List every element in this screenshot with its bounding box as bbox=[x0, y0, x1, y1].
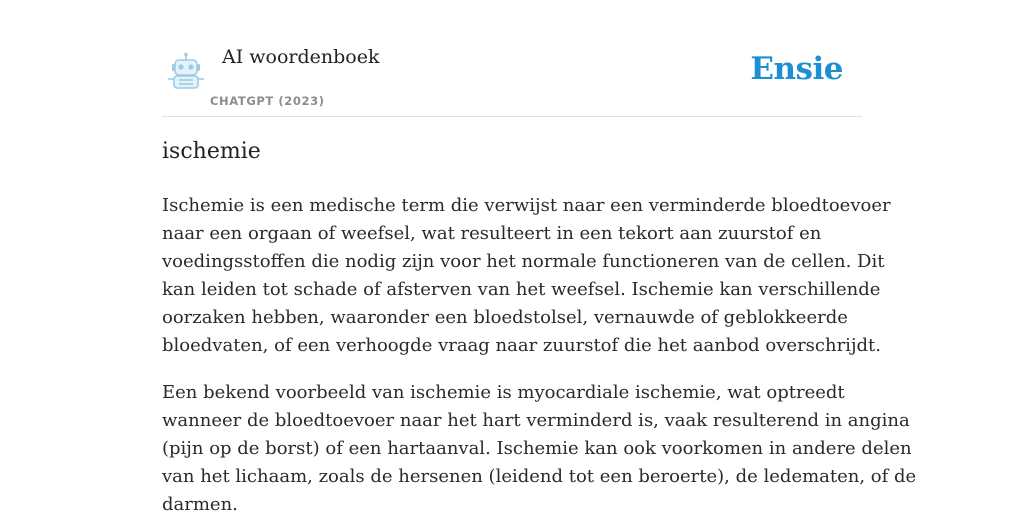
paragraph-line: van het lichaam, zoals de hersenen (leidend tot een beroerte), de ledematen, of de bbox=[162, 466, 917, 487]
definition-paragraph bbox=[162, 379, 917, 512]
paragraph-line: kan leiden tot schade of afsterven van het weefsel. Ischemie kan verschillende bbox=[162, 279, 881, 300]
paragraph-line: voedingsstoffen die nodig zijn voor het normale functioneren van de cellen. Dit bbox=[162, 251, 885, 272]
robot-icon bbox=[165, 52, 207, 90]
paragraph-line: Ischemie is een medische term die verwijst naar een verminderde bloedtoevoer bbox=[162, 195, 891, 216]
paragraph-line: bloedvaten, of een verhoogde vraag naar zuurstof die het aanbod overschrijdt. bbox=[162, 335, 881, 356]
definition-paragraph bbox=[162, 192, 891, 360]
paragraph-line: oorzaken hebben, waaronder een bloedstolsel, vernauwde of geblokkeerde bbox=[162, 307, 848, 328]
paragraph-line: (pijn op de borst) of een hartaanval. Ischemie kan ook voorkomen in andere delen bbox=[162, 438, 912, 459]
dictionary-title[interactable]: AI woordenboek bbox=[222, 46, 380, 68]
entry-definition bbox=[162, 192, 917, 512]
dictionary-header bbox=[162, 38, 862, 117]
paragraph-line: naar een orgaan of weefsel, wat resulteert in een tekort aan zuurstof en bbox=[162, 223, 822, 244]
paragraph-line: wanneer de bloedtoevoer naar het hart verminderd is, vaak resulterend in angina bbox=[162, 410, 910, 431]
dictionary-source: CHATGPT (2023) bbox=[210, 94, 325, 108]
ensie-logo[interactable]: Ensie bbox=[750, 51, 843, 87]
paragraph-line: darmen. bbox=[162, 494, 238, 512]
entry-term: ischemie bbox=[162, 139, 261, 164]
paragraph-line: Een bekend voorbeeld van ischemie is myocardiale ischemie, wat optreedt bbox=[162, 382, 845, 403]
